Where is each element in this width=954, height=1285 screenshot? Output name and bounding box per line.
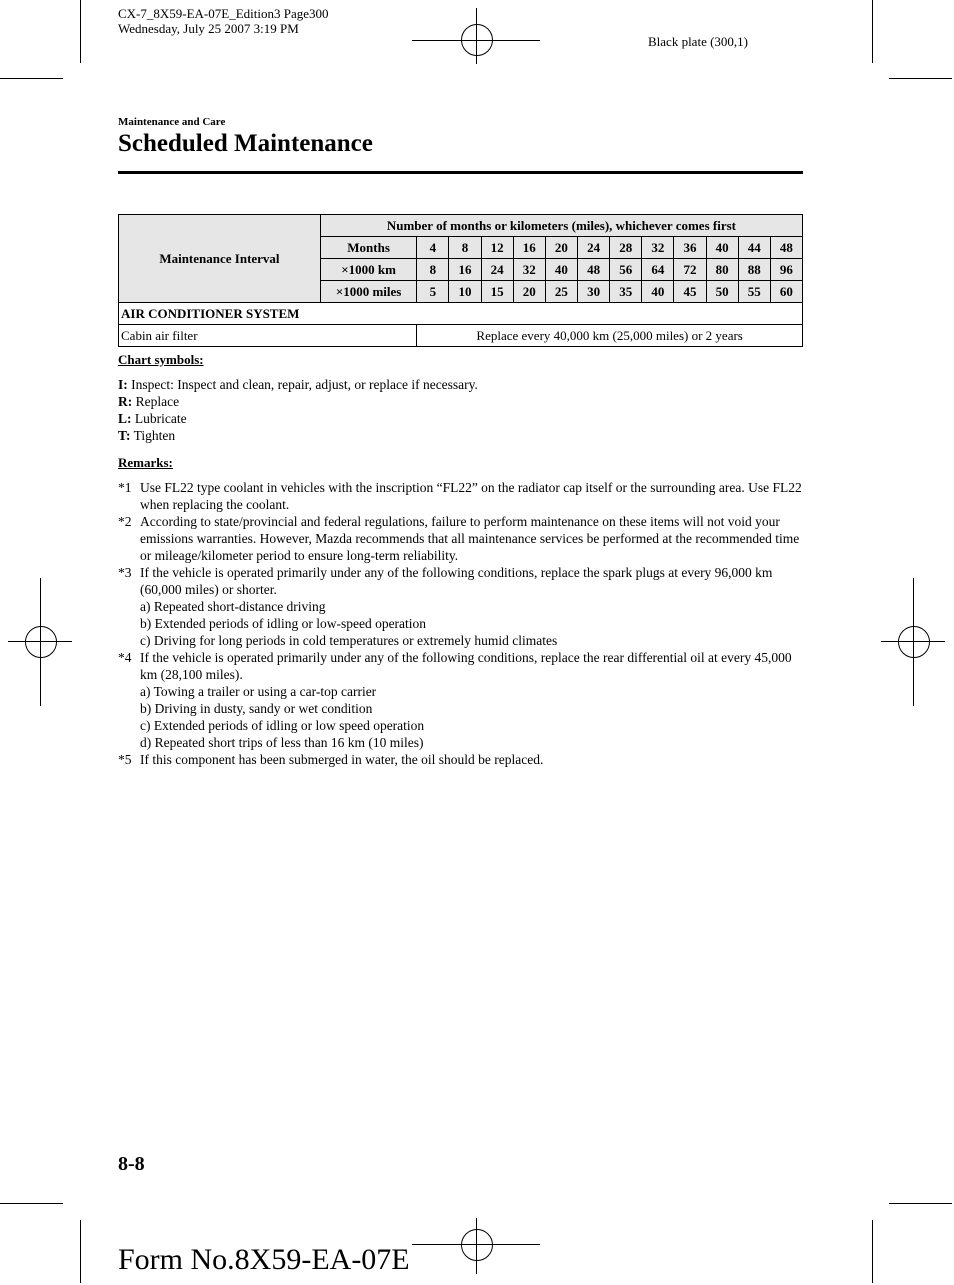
page-number: 8-8	[118, 1153, 145, 1175]
page-title: Scheduled Maintenance	[118, 130, 373, 157]
print-header	[118, 6, 329, 36]
chart-symbols-heading: Chart symbols:	[118, 352, 204, 367]
form-number: Form No.8X59-EA-07E	[118, 1243, 410, 1276]
interval-cell: 20	[513, 281, 545, 303]
remark-item: *4 If the vehicle is operated primarily under any of the following conditions, replace the rear differential oil at every 45,000 km (28,100 miles).	[118, 650, 792, 682]
maintenance-table	[118, 214, 803, 347]
interval-cell: 36	[674, 237, 706, 259]
remark-item: *5 If this component has been submerged in water, the oil should be replaced.	[118, 752, 544, 767]
interval-cell: 12	[481, 237, 513, 259]
remarks-list	[118, 479, 808, 768]
remark-subitem: a) Repeated short-distance driving	[140, 599, 326, 614]
interval-cell: 35	[610, 281, 642, 303]
interval-cell: 72	[674, 259, 706, 281]
item-value-cell: Replace every 40,000 km (25,000 miles) or 2 years	[417, 325, 803, 347]
interval-cell: 32	[513, 259, 545, 281]
print-header-line2: Wednesday, July 25 2007 3:19 PM	[118, 21, 299, 36]
interval-cell: 4	[417, 237, 449, 259]
interval-cell: 40	[642, 281, 674, 303]
interval-cell: 32	[642, 237, 674, 259]
print-header-line1: CX-7_8X59-EA-07E_Edition3 Page300	[118, 6, 329, 21]
remarks-heading: Remarks:	[118, 455, 173, 470]
remark-subitem: a) Towing a trailer or using a car-top carrier	[140, 684, 377, 699]
interval-cell: 50	[706, 281, 738, 303]
interval-cell: 24	[578, 237, 610, 259]
title-rule	[118, 171, 803, 174]
interval-cell: 8	[417, 259, 449, 281]
remark-subitem: b) Driving in dusty, sandy or wet condition	[140, 701, 373, 716]
interval-cell: 25	[545, 281, 577, 303]
list-item: I: Inspect: Inspect and clean, repair, adjust, or replace if necessary.	[118, 377, 478, 392]
table-row	[119, 325, 803, 347]
interval-cell: 24	[481, 259, 513, 281]
interval-label-cell: Maintenance Interval	[119, 215, 321, 303]
interval-cell: 44	[738, 237, 770, 259]
interval-cell: 56	[610, 259, 642, 281]
remark-subitem: d) Repeated short trips of less than 16 km (10 miles)	[140, 735, 424, 750]
interval-cell: 40	[706, 237, 738, 259]
list-item: T: Tighten	[118, 428, 176, 443]
interval-cell: 10	[449, 281, 481, 303]
interval-cell: 16	[449, 259, 481, 281]
remark-subitem: c) Extended periods of idling or low speed operation	[140, 718, 425, 733]
interval-cell: 20	[545, 237, 577, 259]
interval-cell: 8	[449, 237, 481, 259]
interval-cell: 96	[770, 259, 802, 281]
interval-cell: 45	[674, 281, 706, 303]
list-item: L: Lubricate	[118, 411, 187, 426]
span-header-cell: Number of months or kilometers (miles), whichever comes first	[320, 215, 802, 237]
table-row	[119, 303, 803, 325]
row-label: ×1000 miles	[320, 281, 416, 303]
interval-cell: 5	[417, 281, 449, 303]
interval-cell: 48	[770, 237, 802, 259]
row-label: Months	[320, 237, 416, 259]
plate-label: Black plate (300,1)	[648, 34, 748, 49]
interval-cell: 48	[578, 259, 610, 281]
interval-cell: 15	[481, 281, 513, 303]
system-section-header: AIR CONDITIONER SYSTEM	[119, 303, 803, 325]
section-label: Maintenance and Care	[118, 116, 226, 128]
interval-cell: 60	[770, 281, 802, 303]
item-name-cell: Cabin air filter	[119, 325, 417, 347]
remark-subitem: b) Extended periods of idling or low-speed operation	[140, 616, 427, 631]
interval-cell: 28	[610, 237, 642, 259]
interval-cell: 55	[738, 281, 770, 303]
chart-symbols-list	[118, 376, 478, 444]
interval-cell: 16	[513, 237, 545, 259]
remark-item: *2 According to state/provincial and federal regulations, failure to perform maintenance on these items will not void your emissions warranties. However, Mazda recommends that all maintenance services be performed at the recommended time or mileage/kilometer period to ensure long-term reliability.	[118, 514, 800, 563]
list-item: R: Replace	[118, 394, 180, 409]
row-label: ×1000 km	[320, 259, 416, 281]
interval-cell: 88	[738, 259, 770, 281]
interval-cell: 40	[545, 259, 577, 281]
remark-item: *1 Use FL22 type coolant in vehicles with the inscription “FL22” on the radiator cap itself or the surrounding area. Use FL22 when replacing the coolant.	[118, 480, 802, 512]
interval-cell: 64	[642, 259, 674, 281]
interval-cell: 30	[578, 281, 610, 303]
remark-item: *3 If the vehicle is operated primarily under any of the following conditions, replace the spark plugs at every 96,000 km (60,000 miles) or shorter.	[118, 565, 773, 597]
remark-subitem: c) Driving for long periods in cold temperatures or extremely humid climates	[140, 633, 558, 648]
interval-cell: 80	[706, 259, 738, 281]
